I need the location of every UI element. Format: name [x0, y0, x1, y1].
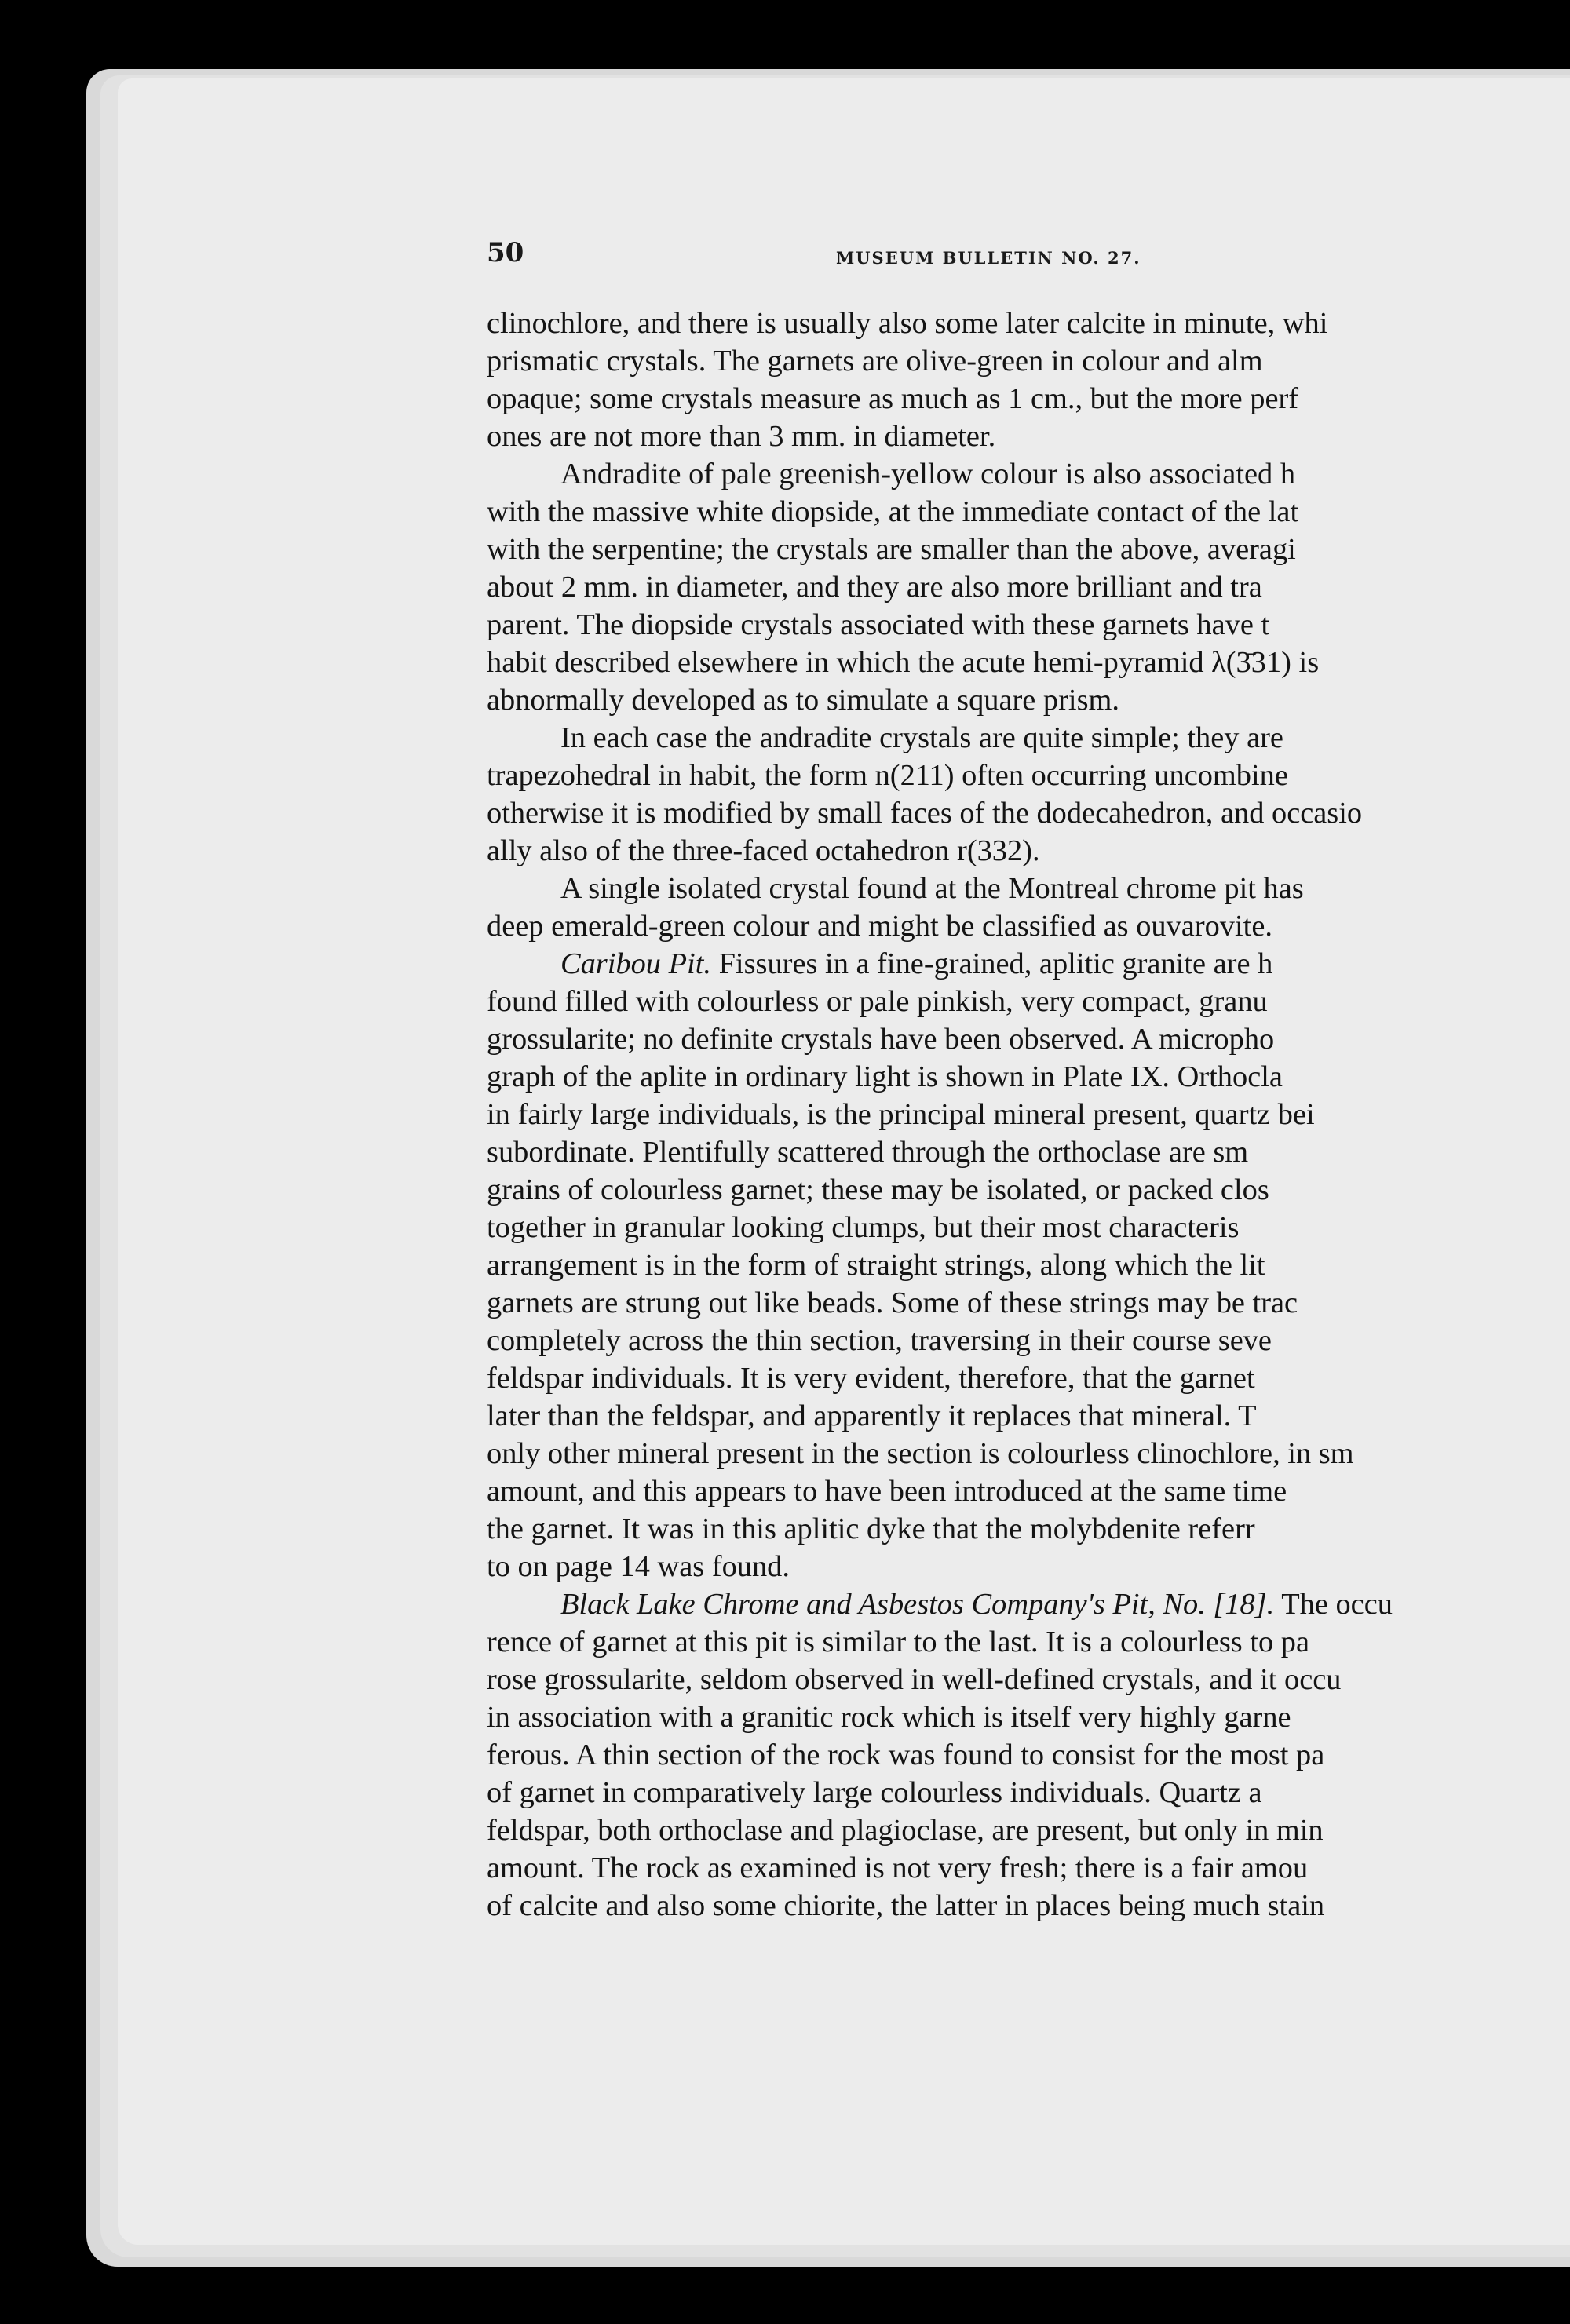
text-line: amount, and this appears to have been introduced at the same time	[487, 1475, 1287, 1508]
text-line: Fissures in a fine-grained, aplitic granite are h	[710, 947, 1273, 980]
section-heading-caribou: Caribou Pit.	[560, 947, 711, 980]
section-heading-black-lake: Black Lake Chrome and Asbestos Company's Pit, No. [18].	[560, 1588, 1275, 1621]
text-line: habit described elsewhere in which the acute hemi-pyramid λ(3̄31) is	[487, 646, 1320, 679]
text-line: opaque; some crystals measure as much as 1 cm., but the more perf	[487, 382, 1299, 415]
text-line: prismatic crystals. The garnets are olive-green in colour and alm	[487, 345, 1263, 378]
text-line: ones are not more than 3 mm. in diameter.	[487, 420, 996, 453]
text-line: feldspar individuals. It is very evident, therefore, that the garnet	[487, 1362, 1255, 1395]
text-line: trapezohedral in habit, the form n(211) often occurring uncombine	[487, 759, 1288, 792]
text-line: feldspar, both orthoclase and plagioclase, are present, but only in min	[487, 1814, 1324, 1847]
header-title: MUSEUM BULLETIN NO. 27.	[836, 248, 1141, 268]
text-line-with-heading	[487, 1585, 1570, 1623]
text-line: completely across the thin section, traversing in their course seve	[487, 1324, 1272, 1357]
text-line: with the massive white diopside, at the immediate contact of the lat	[487, 495, 1299, 528]
text-line: of calcite and also some chiorite, the latter in places being much stain	[487, 1889, 1325, 1922]
text-line: to on page 14 was found.	[487, 1550, 790, 1583]
text-line: only other mineral present in the section is colourless clinochlore, in sm	[487, 1437, 1354, 1470]
text-line: rose grossularite, seldom observed in well-defined crystals, and it occu	[487, 1663, 1342, 1696]
text-line: Andradite of pale greenish-yellow colour is also associated h	[560, 458, 1296, 491]
text-line: amount. The rock as examined is not very fresh; there is a fair amou	[487, 1852, 1309, 1884]
text-line: abnormally developed as to simulate a square prism.	[487, 684, 1119, 717]
text-line: arrangement is in the form of straight strings, along which the lit	[487, 1249, 1265, 1282]
text-line: ferous. A thin section of the rock was found to consist for the most pa	[487, 1738, 1325, 1771]
text-line: about 2 mm. in diameter, and they are also more brilliant and tra	[487, 571, 1262, 604]
text-line: of garnet in comparatively large colourless individuals. Quartz a	[487, 1776, 1262, 1809]
text-line: later than the feldspar, and apparently it replaces that mineral. T	[487, 1399, 1257, 1432]
text-line: in association with a granitic rock which is itself very highly garne	[487, 1701, 1291, 1734]
page-number: 50	[487, 237, 524, 268]
text-line: rence of garnet at this pit is similar to the last. It is a colourless to pa	[487, 1625, 1310, 1658]
text-line-with-heading	[487, 945, 1570, 983]
text-line: graph of the aplite in ordinary light is shown in Plate IX. Orthocla	[487, 1060, 1283, 1093]
text-line: the garnet. It was in this aplitic dyke that the molybdenite referr	[487, 1512, 1255, 1545]
text-line: clinochlore, and there is usually also some later calcite in minute, whi	[487, 307, 1328, 340]
text-line: found filled with colourless or pale pinkish, very compact, granu	[487, 985, 1268, 1018]
text-line: grossularite; no definite crystals have been observed. A micropho	[487, 1023, 1275, 1056]
text-line: A single isolated crystal found at the Montreal chrome pit has	[560, 872, 1304, 905]
text-line: garnets are strung out like beads. Some of these strings may be trac	[487, 1286, 1298, 1319]
text-line: together in granular looking clumps, but their most characteris	[487, 1211, 1240, 1244]
text-line: The occu	[1274, 1588, 1393, 1621]
text-line: with the serpentine; the crystals are smaller than the above, averagi	[487, 533, 1296, 566]
text-line: deep emerald-green colour and might be classified as ouvarovite.	[487, 910, 1272, 943]
text-line: parent. The diopside crystals associated with these garnets have t	[487, 608, 1270, 641]
text-line: otherwise it is modified by small faces of the dodecahedron, and occasio	[487, 797, 1363, 830]
text-line: in fairly large individuals, is the principal mineral present, quartz bei	[487, 1098, 1315, 1131]
text-line: subordinate. Plentifully scattered through the orthoclase are sm	[487, 1136, 1249, 1169]
text-line: ally also of the three-faced octahedron r(332).	[487, 834, 1040, 867]
text-line: In each case the andradite crystals are quite simple; they are	[560, 721, 1283, 754]
text-line: grains of colourless garnet; these may be isolated, or packed clos	[487, 1173, 1269, 1206]
body-text	[487, 305, 1570, 1925]
